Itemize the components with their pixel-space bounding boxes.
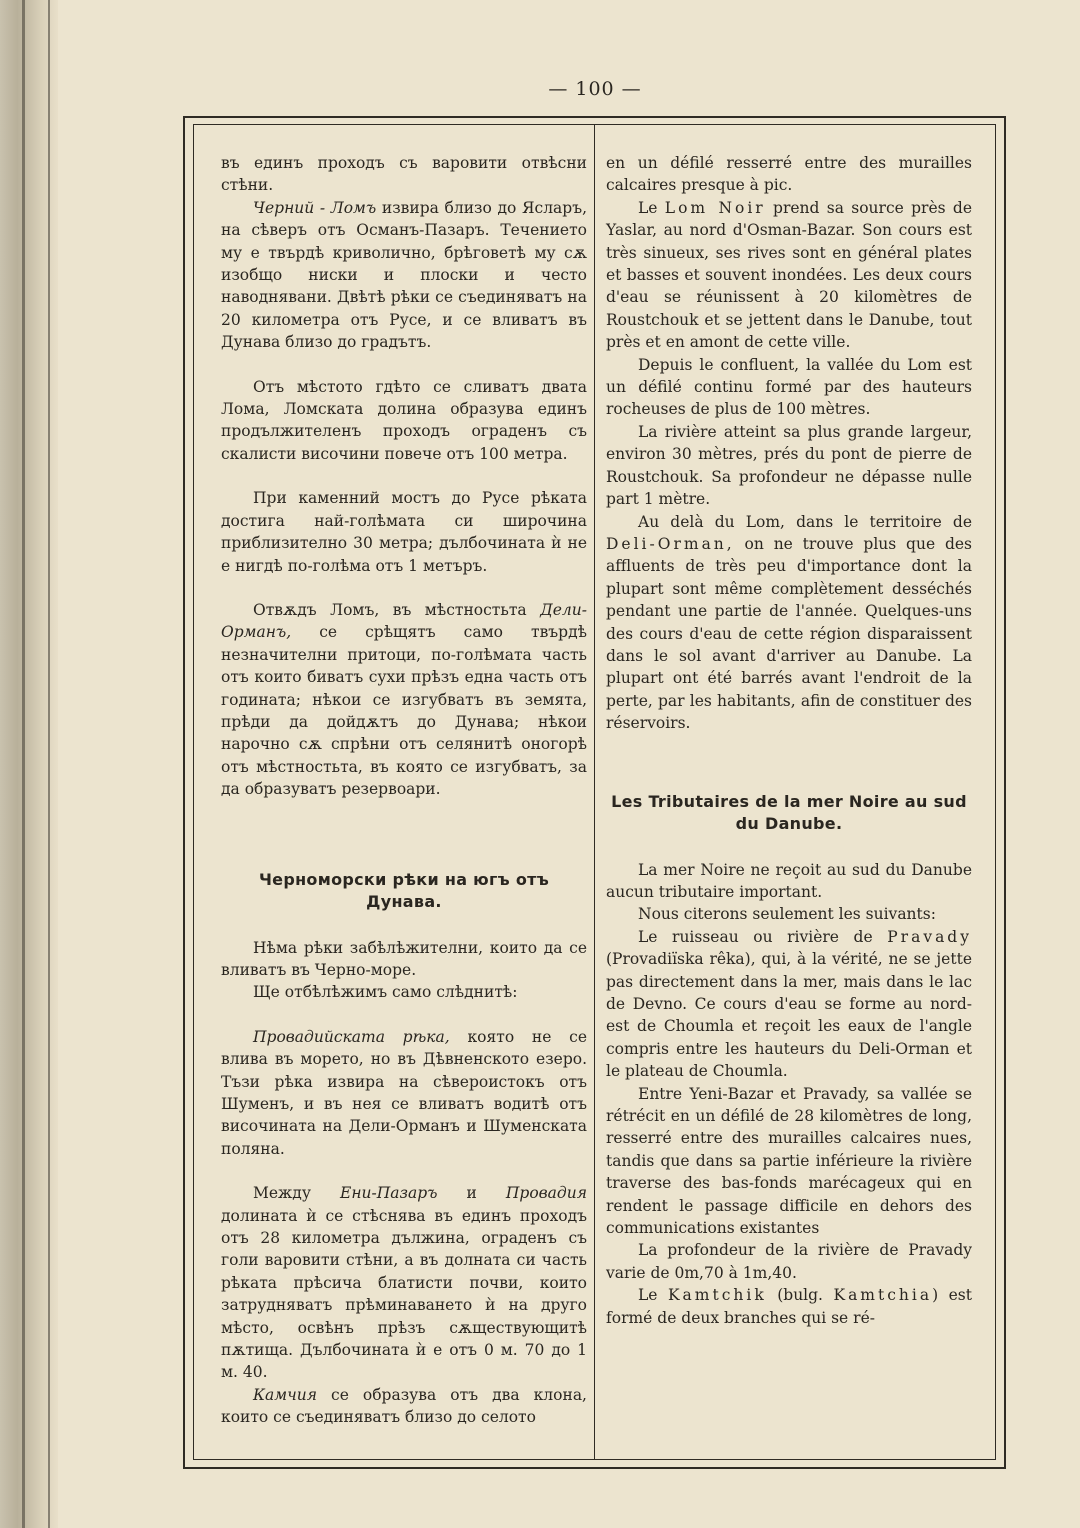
spine-edge [22, 0, 25, 1528]
river-name: Черний - Ломъ [253, 198, 377, 217]
paragraph: La mer Noire ne reçoit au sud du Danube aucun tributaire important. [606, 860, 972, 901]
paragraph: La profondeur de la rivière de Pravady varie de 0m,70 à 1m,40. [606, 1241, 972, 1282]
river-name: Lom Noir [664, 198, 766, 217]
paragraph: Камчия се образува отъ два клона, които се съединяватъ близо до селото [221, 1385, 587, 1427]
river-name: Pravady [887, 927, 972, 946]
section-heading: Les Tributaires de la mer Noire au sud du Danube. [611, 791, 967, 833]
paragraph: Отвѫдъ Ломъ, въ мѣстностьта Дели-Орманъ, се срѣщятъ само твърдѣ незначителни притоци, по-голѣмата часть отъ които биватъ сухи прѣзъ една часть отъ годината; нѣкои се изгубватъ въ земята, прѣди да дойдѫтъ до Дунава; нѣкои нарочно сѫ спрѣни отъ селянитѣ оногорѣ отъ мѣстностьта, въ която се изгубватъ, за да образуватъ резервоари. [221, 600, 587, 799]
paragraph: При каменний мостъ до Русе рѣката достига най-голѣмата си широчина приблизително 30 метра; дълбочината ѝ не е нигдѣ по-голѣма отъ 1 метъръ. [221, 489, 587, 575]
paragraph: Le Lom Noir prend sa source près de Yaslar, au nord d'Osman-Bazar. Son cours est très sinueux, ses rives sont en général plates et basses et souvent inondées. Les deux cours d'eau se réunissent à 20 kilomètres de Roustchouk et se jettent dans le Danube, tout près et en amont de cette ville. [606, 198, 972, 352]
paragraph: en un défilé resserré entre des murailles calcaires presque à pic. [606, 154, 972, 195]
page-number: — 100 — [548, 78, 642, 100]
paragraph: Entre Yeni-Bazar et Pravady, sa vallée se rétrécit en un défilé de 28 kilomètres de long, resserré entre des murailles calcaires nues, tandis que dans sa partie inférieure la rivière traverse des bas-fonds marécageux qui en rendent le passage difficile en dehors des communications existantes [606, 1084, 972, 1238]
region-name: Deli-Orman, [606, 534, 735, 553]
paragraph: Le Kamtchik (bulg. Kamtchia) est formé de deux branches qui se ré- [606, 1286, 972, 1327]
paragraph: Au delà du Lom, dans le territoire de Deli-Orman, on ne trouve plus que des affluents de très peu d'importance dont la plupart sont même complètement desséchés pendant une partie de l'année. Quelques-uns des cours d'eau de cette région disparaissent dans le sol avant d'arriver au Danube. La plupart ont été barrés avant l'endroit de la perte, par les habitants, afin de constituer des réservoirs. [606, 512, 972, 733]
paragraph: Nous citerons seulement les suivants: [638, 905, 936, 924]
section-heading: Черноморски рѣки на югъ отъ Дунава. [258, 869, 550, 911]
bulgarian-column [221, 152, 587, 1429]
paragraph: Le ruisseau ou rivière de Pravady (Provadiïska rêka), qui, à la vérité, ne se jette pas directement dans la mer, mais dans le lac de Devno. Ce cours d'eau se forme au nord-est de Choumla et reçoit les eaux de l'angle compris entre les hauteurs du Deli-Orman et le plateau de Choumla. [606, 927, 972, 1081]
paragraph: Отъ мѣстото гдѣто се сливатъ двата Лома, Ломската долина образува единъ продължителенъ проходъ ограденъ съ скалисти височини повече отъ 100 метра. [221, 377, 587, 463]
river-name: Kamtchia [833, 1286, 933, 1305]
place-name: Ени-Пазаръ [340, 1184, 438, 1203]
river-name: Kamtchik [667, 1286, 767, 1305]
paragraph: Между Ени-Пазаръ и Провадия долината ѝ се стѣснява въ единъ проходъ отъ 28 километра дължина, ограденъ съ голи варовити стѣни, а въ долната си часть рѣката прѣсича блатисти почви, които затрудняватъ прѣминаването ѝ на друго мѣсто, освѣнъ прѣзъ сѫществующитѣ пѫтища. Дълбочината ѝ е отъ 0 м. 70 до 1 м. 40. [221, 1184, 587, 1382]
column-divider [594, 124, 595, 1460]
spine-edge [48, 0, 50, 1528]
paragraph: Нѣма рѣки забѣлѣжителни, които да се вливатъ въ Черно-море. [221, 938, 587, 979]
paragraph: въ единъ проходъ съ варовити отвѣсни стѣни. [221, 154, 587, 195]
paragraph: Depuis le confluent, la vallée du Lom est un défilé continu formé par des hauteurs rocheuses de plus de 100 mètres. [606, 355, 972, 419]
paragraph: La rivière atteint sa plus grande largeur, environ 30 mètres, prés du pont de pierre de Roustchouk. Sa profondeur ne dépasse nulle part 1 mètre. [606, 422, 972, 509]
paragraph: Провадийската рѣка, която не се влива въ морето, но въ Дѣвненското езеро. Тъзи рѣка извира на сѣвероистокъ отъ Шуменъ, и въ нея се вливатъ водитѣ отъ височината на Дели-Орманъ и Шуменската поляна. [221, 1027, 588, 1158]
french-column [606, 152, 972, 1329]
river-name: Провадийската рѣка, [253, 1027, 450, 1046]
place-name: Провадия [505, 1184, 587, 1203]
river-name: Камчия [253, 1385, 317, 1404]
book-spine [0, 0, 58, 1528]
region-name: Дели-Орманъ, [221, 600, 587, 642]
paragraph: Черний - Ломъ извира близо до Ясларъ, на сѣверъ отъ Османъ-Пазаръ. Течението му е твърдѣ криволично, брѣговетѣ му сѫ изобщо ниски и плоски и често наводнявани. Двѣтѣ рѣки се съединяватъ на 20 километра отъ Русе, и се вливатъ въ Дунава близо до градътъ. [221, 198, 587, 352]
paragraph: Ще отбѣлѣжимъ само слѣднитѣ: [253, 983, 518, 1002]
